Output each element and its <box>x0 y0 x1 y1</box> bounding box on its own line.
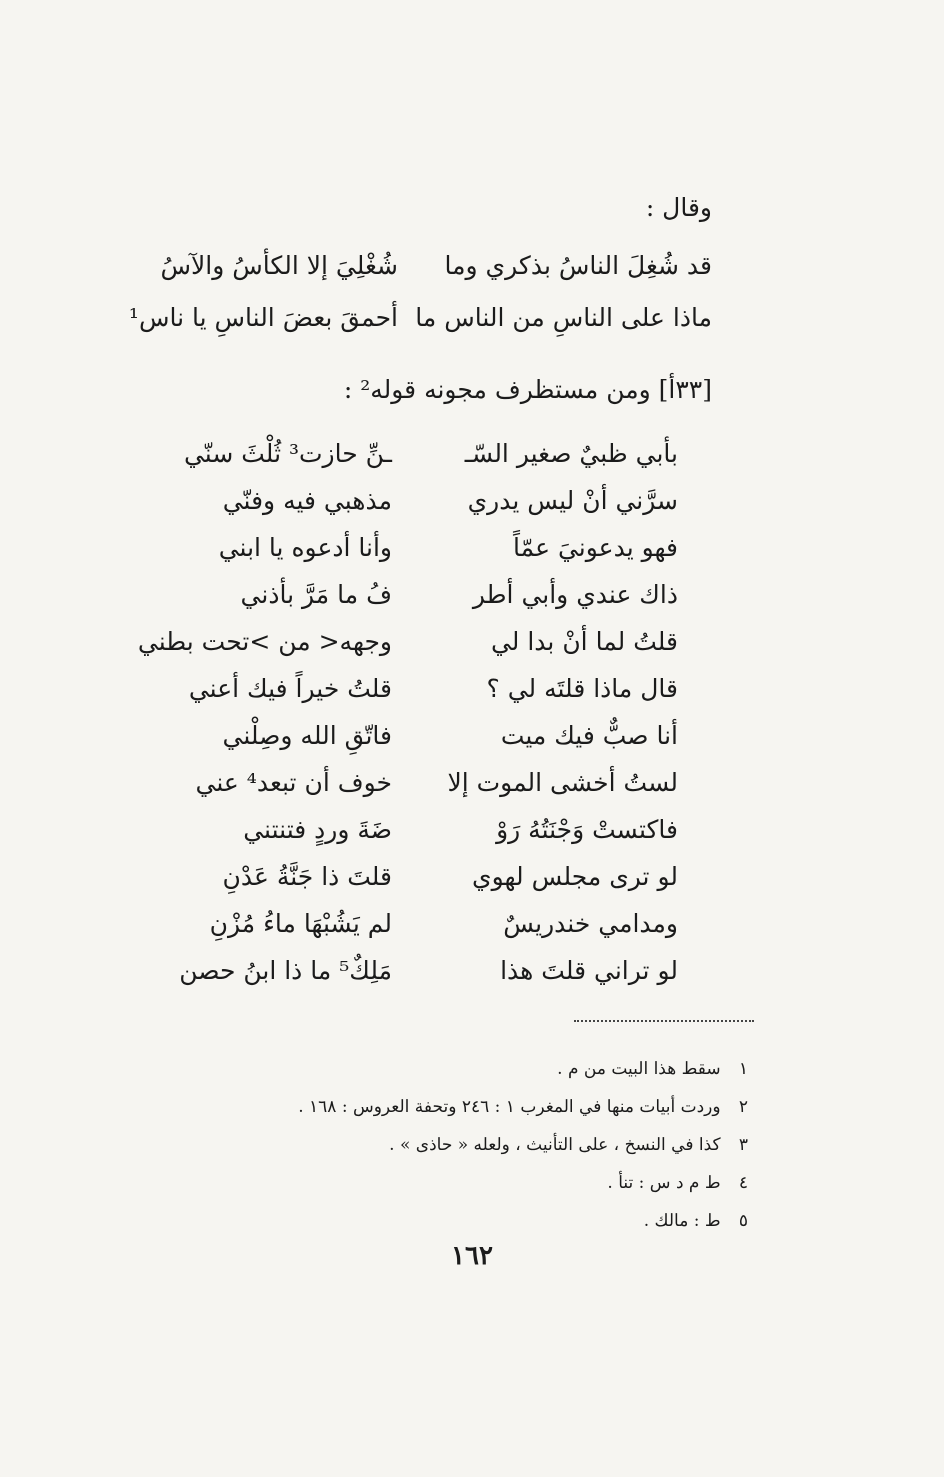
poem-line <box>0 667 944 711</box>
poem-line <box>0 949 944 993</box>
poem-second-hemistich: وأنا أدعوه يا ابني <box>218 533 392 562</box>
poem-line <box>0 902 944 946</box>
footnote-number: ٤ <box>738 1173 748 1193</box>
footnote-number: ٥ <box>738 1211 748 1231</box>
poem-first-hemistich: لو تراني قلتَ هذا <box>500 956 678 985</box>
intro-line: وقال : <box>645 193 712 222</box>
page-number: ١٦٢ <box>451 1241 493 1271</box>
poem-line <box>0 808 944 852</box>
poem-first-hemistich: بأبي ظبيٌ صغير السّـ <box>464 439 678 468</box>
poem-first-hemistich: لو ترى مجلس لهوي <box>472 862 678 891</box>
footnote <box>298 1164 748 1202</box>
footnote <box>298 1088 748 1126</box>
poem-line <box>0 855 944 899</box>
poem-second-hemistich: فُ ما مَرَّ بأذني <box>240 580 392 609</box>
poem-first-hemistich: ذاك عندي وأبي أطر <box>472 580 678 609</box>
poem-first-hemistich: أنا صبٌّ فيك ميت <box>500 721 678 750</box>
footnote <box>298 1050 748 1088</box>
poem-line <box>0 714 944 758</box>
poem-line <box>0 620 944 664</box>
poem-first-hemistich: قال ماذا قلتَه لي ؟ <box>486 674 678 703</box>
footnote <box>298 1202 748 1240</box>
poem-second-hemistich: وجهه< من >تحت بطني <box>137 627 392 656</box>
poem-second-hemistich: قلتَ ذا جَنَّةُ عَدْنِ <box>222 862 392 891</box>
section-heading: [٣٣أ] ومن مستظرف مجونه قوله² : <box>343 375 712 404</box>
poem-second-hemistich: مذهبي فيه وفنّي <box>222 486 392 515</box>
poem-line <box>0 761 944 805</box>
poem-second-hemistich: قلتُ خيراً فيك أعني <box>188 674 392 703</box>
footnote-divider <box>574 1020 754 1022</box>
poem-line <box>0 479 944 523</box>
footnotes <box>298 1050 748 1240</box>
poem-second-hemistich: خوف أن تبعد⁴ عني <box>195 768 392 797</box>
poem-line <box>0 573 944 617</box>
poem-second-hemistich: فاتّقِ الله وصِلْني <box>222 721 392 750</box>
poem-second-hemistich: ضَةَ وردٍ فتنتني <box>243 815 392 844</box>
poem-first-hemistich: فاكتستْ وَجْنَتُهُ رَوْ <box>496 815 678 844</box>
verse-2-first-hemistich: ماذا على الناسِ من الناس ما <box>415 303 712 332</box>
verse-2-second-hemistich: أحمقَ بعضَ الناسِ يا ناس¹ <box>128 303 398 332</box>
footnote-text: وردت أبيات منها في المغرب ١ : ٢٤٦ وتحفة العروس : ١٦٨ . <box>298 1097 721 1117</box>
footnote <box>298 1126 748 1164</box>
verse-1-first-hemistich: قد شُغِلَ الناسُ بذكري وما <box>444 251 712 280</box>
poem-first-hemistich: ومدامي خندريسٌ <box>503 909 678 938</box>
poem-first-hemistich: لستُ أخشى الموت إلا <box>447 768 678 797</box>
poem-line <box>0 526 944 570</box>
footnote-text: ط م د س : تنأ . <box>607 1173 721 1193</box>
footnote-text: ط : مالك . <box>643 1211 721 1231</box>
poem-line <box>0 432 944 476</box>
poem-second-hemistich: ـنِّ حازت³ ثُلْثَ سنّي <box>183 439 392 468</box>
poem-second-hemistich: مَلِكٌ⁵ ما ذا ابنُ حصن <box>179 956 392 985</box>
poem-second-hemistich: لم يَشُبْهَا ماءُ مُزْنِ <box>209 909 392 938</box>
footnote-number: ١ <box>738 1059 748 1079</box>
footnote-text: كذا في النسخ ، على التأنيث ، ولعله « حاذى » . <box>389 1135 721 1155</box>
poem-first-hemistich: قلتُ لما أنْ بدا لي <box>490 627 678 656</box>
footnote-text: سقط هذا البيت من م . <box>557 1059 721 1079</box>
verse-1-second-hemistich: شُغْلِيَ إلا الكأسُ والآسُ <box>160 251 398 280</box>
poem-first-hemistich: فهو يدعونيَ عمّاً <box>513 533 678 562</box>
poem-first-hemistich: سرَّني أنْ ليس يدري <box>467 486 678 515</box>
footnote-number: ٢ <box>738 1097 748 1117</box>
footnote-number: ٣ <box>738 1135 748 1155</box>
